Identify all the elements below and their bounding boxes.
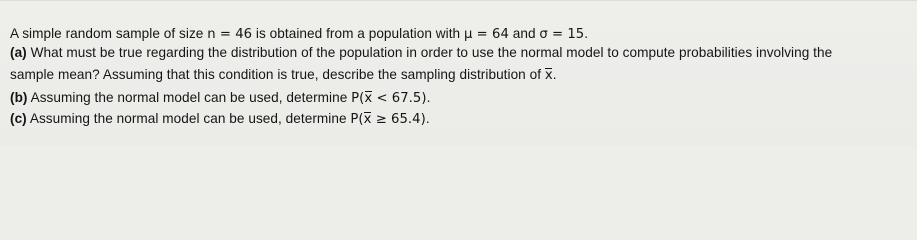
part-c-probability-open: P( <box>350 112 364 127</box>
part-a-line-1 <box>10 44 832 62</box>
part-c-label: (c) <box>10 111 27 126</box>
population-mean-expression: μ = 64 <box>463 27 509 42</box>
population-sd-expression: σ = 15 <box>539 27 585 42</box>
intro-prefix: A simple random sample of size <box>10 26 208 41</box>
part-c-text: Assuming the normal model can be used, determine <box>26 111 351 126</box>
intro-middle: is obtained from a population with <box>252 26 464 41</box>
part-b-sample-mean-symbol: x <box>364 91 373 106</box>
part-a-line-2 <box>10 66 557 85</box>
part-b-label: (b) <box>10 90 28 105</box>
intro-end: . <box>584 26 589 41</box>
intro-line <box>10 25 588 44</box>
part-a-text-1: What must be true regarding the distribution of the population in order to use the normal model to compute probabilities involving the <box>26 45 833 60</box>
part-b-probability-open: P( <box>351 91 365 106</box>
part-b-end: . <box>426 90 431 105</box>
part-a-label: (a) <box>10 45 27 60</box>
part-b-text: Assuming the normal model can be used, determine <box>27 90 352 105</box>
part-a-text-2: sample mean? Assuming that this condition is true, describe the sampling distribution of <box>10 67 545 82</box>
part-c-line <box>10 110 430 129</box>
part-b-probability-condition: < 67.5) <box>372 91 427 106</box>
part-a-end: . <box>552 67 557 82</box>
part-c-end: . <box>425 111 430 126</box>
sample-size-expression: n = 46 <box>207 27 253 42</box>
part-c-sample-mean-symbol: x <box>363 112 372 127</box>
part-b-line <box>10 89 430 108</box>
sample-mean-symbol: x <box>544 68 553 83</box>
part-c-probability-condition: ≥ 65.4) <box>371 112 426 127</box>
intro-and: and <box>508 26 540 41</box>
top-divider <box>0 0 917 1</box>
